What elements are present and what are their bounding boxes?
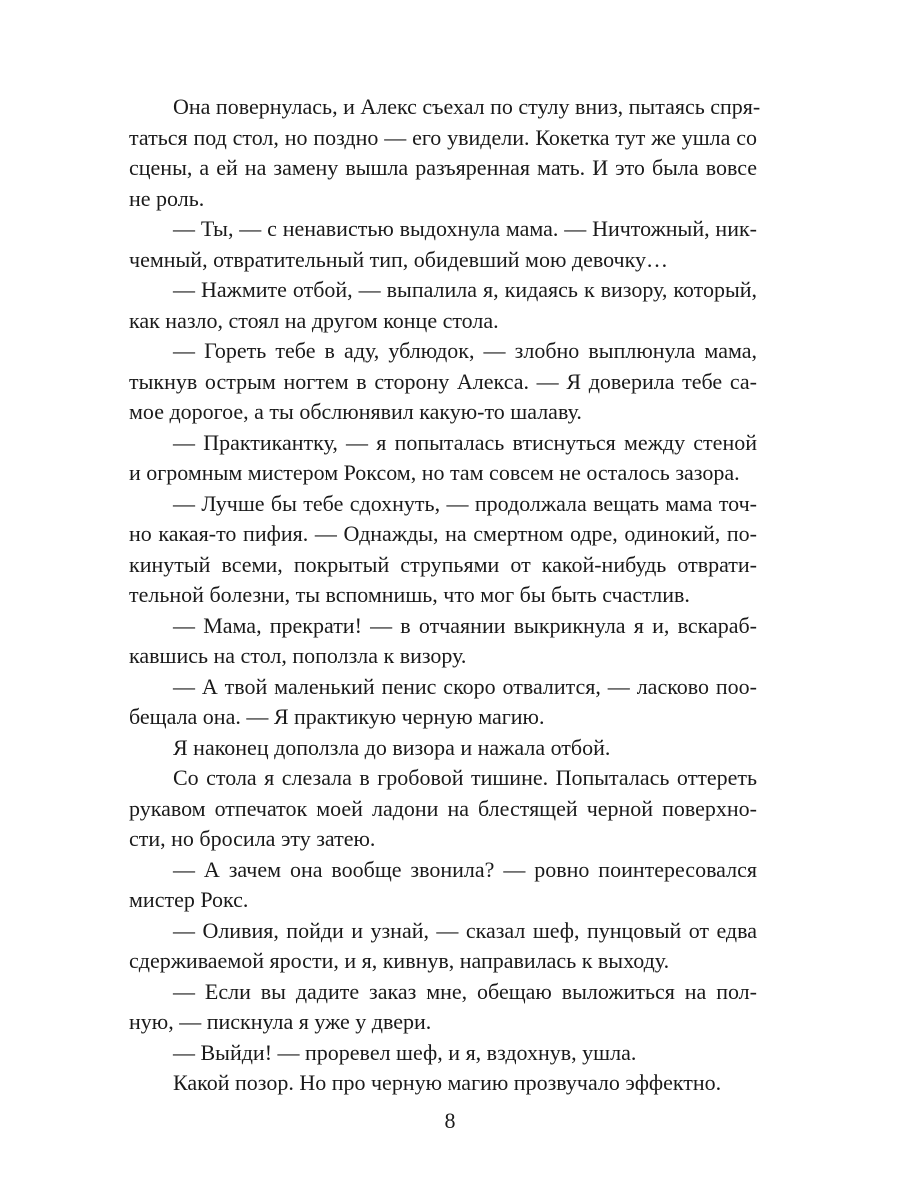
text-line: Со стола я слезала в гробовой тишине. Попыталась оттереть [173,765,757,790]
text-line: кинутый всеми, покрытый струпьями от какой-нибудь отврати- [129,551,757,577]
text-line: — Мама, прекрати! — в отчаянии выкрикнула я и, вскараб- [173,612,757,638]
text-line: — А зачем она вообще звонила? — ровно поинтересовался [173,856,757,882]
text-line: — Нажмите отбой, — выпалила я, кидаясь к визору, который, [173,277,757,302]
text-line: сцены, а ей на замену вышла разъяренная мать. И это была вовсе [129,155,757,180]
text-line: мое дорогое, а ты обслюнявил какую-то шалаву. [129,399,582,424]
text-line: рукавом отпечаток моей ладони на блестящей черной поверхно- [129,795,757,821]
text-line: Какой позор. Но про черную магию прозвучало эффектно. [173,1070,722,1095]
text-line: но какая-то пифия. — Однажды, на смертном одре, одинокий, по- [129,521,757,546]
text-line: мистер Рокс. [129,887,249,912]
text-line: — Гореть тебе в аду, ублюдок, — злобно выплюнула мама, [173,338,757,363]
text-line: не роль. [129,185,205,211]
text-line: тельной болезни, ты вспомнишь, что мог бы быть счастлив. [129,582,690,607]
text-line: — А твой маленький пенис скоро отвалится, — ласково поо- [173,673,757,699]
page-number: 8 [444,1108,456,1133]
text-line: — Лучше бы тебе сдохнуть, — продолжала вещать мама точ- [173,490,757,516]
text-line: и огромным мистером Роксом, но там совсем не осталось зазора. [129,460,740,485]
text-line: сти, но бросила эту затею. [129,826,376,851]
text-line: чемный, отвратительный тип, обидевший мою девочку… [129,246,668,272]
text-line: бещала она. — Я практикую черную магию. [129,704,545,729]
text-line: как назло, стоял на другом конце стола. [129,307,499,333]
text-line: — Выйди! — проревел шеф, и я, вздохнув, ушла. [173,1039,637,1065]
text-line: тыкнув острым ногтем в сторону Алекса. — Я доверила тебе са- [129,368,757,394]
text-line: ную, — пискнула я уже у двери. [129,1009,432,1034]
body-text [129,92,761,1099]
text-line: Я наконец доползла до визора и нажала отбой. [173,734,611,760]
text-line: сдерживаемой ярости, и я, кивнув, направилась к выходу. [129,948,670,973]
text-line: — Если вы дадите заказ мне, обещаю выложиться на пол- [173,978,757,1004]
text-line: кавшись на стол, поползла к визору. [129,643,467,668]
text-line: Она повернулась, и Алекс съехал по стулу вниз, пытаясь спря- [173,94,761,119]
text-line: — Практикантку, — я попыталась втиснуться между стеной [173,429,757,455]
text-line: — Оливия, пойди и узнай, — сказал шеф, пунцовый от едва [173,917,757,943]
text-line: таться под стол, но поздно — его увидели. Кокетка тут же ушла со [129,124,757,150]
text-line: — Ты, — с ненавистью выдохнула мама. — Ничтожный, ник- [173,216,757,241]
